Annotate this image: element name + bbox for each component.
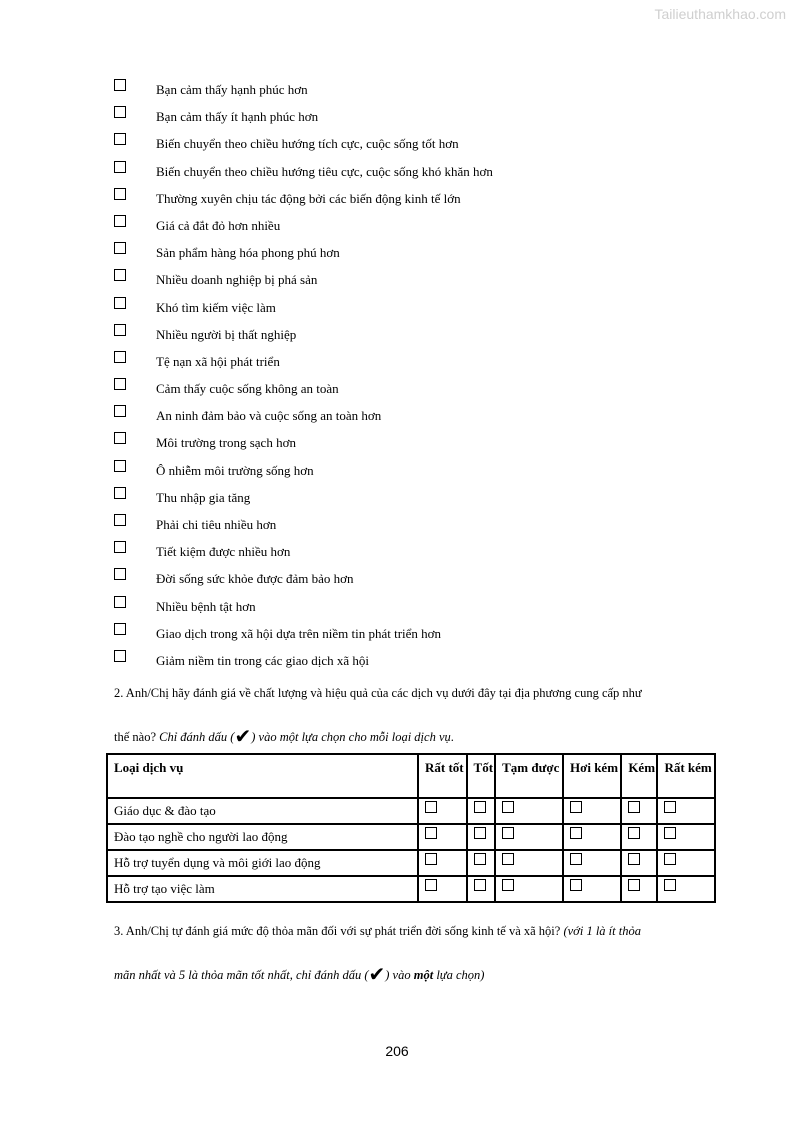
rating-cell [621, 876, 657, 902]
rating-cell [495, 798, 563, 824]
rating-cell [467, 798, 496, 824]
checklist-item [114, 568, 734, 595]
header-rating-option: Hơi kém [563, 754, 621, 798]
checklist-item-label: Phải chi tiêu nhiều hơn [156, 517, 277, 532]
checkbox[interactable] [114, 269, 126, 281]
question-3-instruction-b: mãn nhất và 5 là thỏa mãn tốt nhất, chỉ đánh dấu ( [114, 968, 369, 982]
checklist-item [114, 188, 734, 215]
rating-checkbox[interactable] [474, 801, 486, 813]
rating-cell [418, 798, 467, 824]
rating-cell [621, 798, 657, 824]
rating-checkbox[interactable] [628, 853, 640, 865]
rating-checkbox[interactable] [628, 879, 640, 891]
rating-checkbox[interactable] [628, 801, 640, 813]
checkbox[interactable] [114, 650, 126, 662]
question-3-emphasis: một [413, 968, 434, 982]
checkbox[interactable] [114, 133, 126, 145]
checklist-item-label: Thu nhập gia tăng [156, 489, 251, 505]
question-2-instruction-a: Chỉ đánh dấu ( [159, 730, 235, 744]
rating-cell [621, 850, 657, 876]
checklist-item [114, 378, 734, 405]
checklist-item-label: An ninh đảm bảo và cuộc sống an toàn hơn [156, 408, 382, 424]
checklist-item-label: Đời sống sức khỏe được đảm bảo hơn [156, 571, 354, 587]
header-rating-option: Rất tốt [418, 754, 467, 798]
rating-cell [563, 824, 621, 850]
checklist-item-label: Ô nhiễm môi trường sống hơn [156, 462, 314, 478]
rating-checkbox[interactable] [425, 853, 437, 865]
checklist-item-label: Môi trường trong sạch hơn [156, 435, 296, 451]
service-name: Giáo dục & đào tạo [107, 798, 418, 824]
checklist-item [114, 650, 734, 677]
checklist-item [114, 324, 734, 351]
checkbox[interactable] [114, 79, 126, 91]
table-row [107, 798, 715, 824]
table-row [107, 824, 715, 850]
checkbox[interactable] [114, 297, 126, 309]
checklist-item-label: Biến chuyển theo chiều hướng tích cực, cuộc sống tốt hơn [156, 136, 459, 152]
rating-checkbox[interactable] [425, 879, 437, 891]
rating-checkbox[interactable] [425, 827, 437, 839]
rating-checkbox[interactable] [570, 827, 582, 839]
rating-checkbox[interactable] [664, 853, 676, 865]
table-header-row [107, 754, 715, 798]
rating-cell [418, 876, 467, 902]
checkbox[interactable] [114, 541, 126, 553]
rating-cell [467, 850, 496, 876]
header-service-type: Loại dịch vụ [107, 754, 418, 798]
checkbox[interactable] [114, 487, 126, 499]
rating-cell [657, 798, 715, 824]
table-row [107, 876, 715, 902]
rating-checkbox[interactable] [570, 879, 582, 891]
rating-checkbox[interactable] [474, 879, 486, 891]
checklist-item [114, 541, 734, 568]
rating-checkbox[interactable] [502, 879, 514, 891]
header-rating-option: Rất kém [657, 754, 715, 798]
checklist-item-label: Thường xuyên chịu tác động bởi các biến động kinh tế lớn [156, 190, 461, 206]
question-2-line-2 [114, 722, 454, 747]
checklist-item-label: Khó tìm kiếm việc làm [156, 299, 276, 315]
checklist-item [114, 596, 734, 623]
rating-checkbox[interactable] [502, 801, 514, 813]
checklist-item [114, 269, 734, 296]
page-number: 206 [385, 1043, 409, 1059]
rating-checkbox[interactable] [425, 801, 437, 813]
rating-cell [657, 824, 715, 850]
service-name: Hỗ trợ tạo việc làm [107, 876, 418, 902]
question-3-line-2 [114, 960, 484, 985]
checklist-item [114, 405, 734, 432]
rating-checkbox[interactable] [664, 827, 676, 839]
checklist-item [114, 623, 734, 650]
question-3-line-1 [114, 924, 641, 939]
checklist-item-label: Giao dịch trong xã hội dựa trên niềm tin phát triển hơn [156, 625, 442, 641]
checkbox[interactable] [114, 405, 126, 417]
question-2-period: . [450, 730, 454, 744]
checkbox[interactable] [114, 432, 126, 444]
checklist-item-label: Tiết kiệm được nhiều hơn [156, 544, 291, 560]
checklist-item [114, 79, 734, 106]
rating-checkbox[interactable] [570, 853, 582, 865]
rating-checkbox[interactable] [664, 879, 676, 891]
rating-cell [467, 876, 496, 902]
rating-cell [621, 824, 657, 850]
checkbox[interactable] [114, 106, 126, 118]
checklist-item-label: Nhiều doanh nghiệp bị phá sản [156, 272, 318, 288]
rating-checkbox[interactable] [474, 853, 486, 865]
question-2-instruction-b: ) vào một lựa chọn cho mỗi loại dịch vụ [251, 730, 451, 744]
checkbox[interactable] [114, 215, 126, 227]
rating-cell [563, 798, 621, 824]
question-3-instruction-d: lựa chọn) [433, 968, 485, 982]
checklist-item [114, 297, 734, 324]
checklist-item-label: Biến chuyển theo chiều hướng tiêu cực, cuộc sống khó khăn hơn [156, 163, 493, 179]
rating-cell [657, 876, 715, 902]
checkbox[interactable] [114, 188, 126, 200]
checkmark-icon: ✔ [368, 964, 386, 986]
rating-cell [563, 876, 621, 902]
checklist-item [114, 487, 734, 514]
rating-checkbox[interactable] [570, 801, 582, 813]
rating-checkbox[interactable] [502, 827, 514, 839]
rating-cell [495, 850, 563, 876]
checklist-item [114, 133, 734, 160]
checkbox[interactable] [114, 242, 126, 254]
checklist-item [114, 460, 734, 487]
checkbox[interactable] [114, 161, 126, 173]
question-3-text: 3. Anh/Chị tự đánh giá mức độ thỏa mãn đối với sự phát triển đời sống kinh tế và xã hội? [114, 924, 564, 938]
checkmark-icon: ✔ [234, 726, 252, 748]
checklist-item-label: Bạn cảm thấy hạnh phúc hơn [156, 82, 308, 97]
rating-cell [657, 850, 715, 876]
checklist-item-label: Tệ nạn xã hội phát triển [156, 353, 280, 369]
header-rating-option: Tốt [467, 754, 496, 798]
checkbox[interactable] [114, 351, 126, 363]
rating-cell [467, 824, 496, 850]
rating-cell [418, 850, 467, 876]
checklist-item-label: Nhiều bệnh tật hơn [156, 598, 256, 614]
rating-checkbox[interactable] [474, 827, 486, 839]
checklist-item [114, 161, 734, 188]
rating-checkbox[interactable] [664, 801, 676, 813]
checklist [114, 79, 734, 677]
checklist-item [114, 514, 734, 541]
question-3-instruction-a: (với 1 là ít thỏa [563, 924, 641, 938]
rating-checkbox[interactable] [628, 827, 640, 839]
service-rating-table [106, 753, 716, 903]
rating-cell [418, 824, 467, 850]
checklist-item [114, 432, 734, 459]
checklist-item [114, 106, 734, 133]
rating-cell [495, 876, 563, 902]
service-name: Hỗ trợ tuyển dụng và môi giới lao động [107, 850, 418, 876]
checklist-item-label: Giảm niềm tin trong các giao dịch xã hội [156, 652, 369, 668]
checklist-item-label: Giá cả đắt đỏ hơn nhiều [156, 217, 281, 233]
header-rating-option: Kém [621, 754, 657, 798]
watermark: Tailieuthamkhao.com [654, 6, 786, 22]
checklist-item-label: Cảm thấy cuộc sống không an toàn [156, 381, 339, 397]
checkbox[interactable] [114, 568, 126, 580]
checkbox[interactable] [114, 514, 126, 526]
question-2-line-1: 2. Anh/Chị hãy đánh giá về chất lượng và hiệu quả của các dịch vụ dưới đây tại địa phương cung cấp như [114, 686, 642, 700]
service-name: Đào tạo nghề cho người lao động [107, 824, 418, 850]
checklist-item [114, 351, 734, 378]
rating-checkbox[interactable] [502, 853, 514, 865]
question-2-text: thế nào? [114, 730, 160, 744]
rating-cell [495, 824, 563, 850]
question-3-instruction-c: ) vào [385, 968, 414, 982]
checklist-item-label: Bạn cảm thấy ít hạnh phúc hơn [156, 109, 319, 125]
checklist-item [114, 215, 734, 242]
checkbox[interactable] [114, 596, 126, 608]
table-row [107, 850, 715, 876]
rating-cell [563, 850, 621, 876]
checkbox[interactable] [114, 623, 126, 635]
checkbox[interactable] [114, 378, 126, 390]
checklist-item-label: Nhiều người bị thất nghiệp [156, 326, 297, 342]
checklist-item [114, 242, 734, 269]
checkbox[interactable] [114, 324, 126, 336]
header-rating-option: Tạm được [495, 754, 563, 798]
checklist-item-label: Sản phẩm hàng hóa phong phú hơn [156, 245, 340, 261]
checkbox[interactable] [114, 460, 126, 472]
